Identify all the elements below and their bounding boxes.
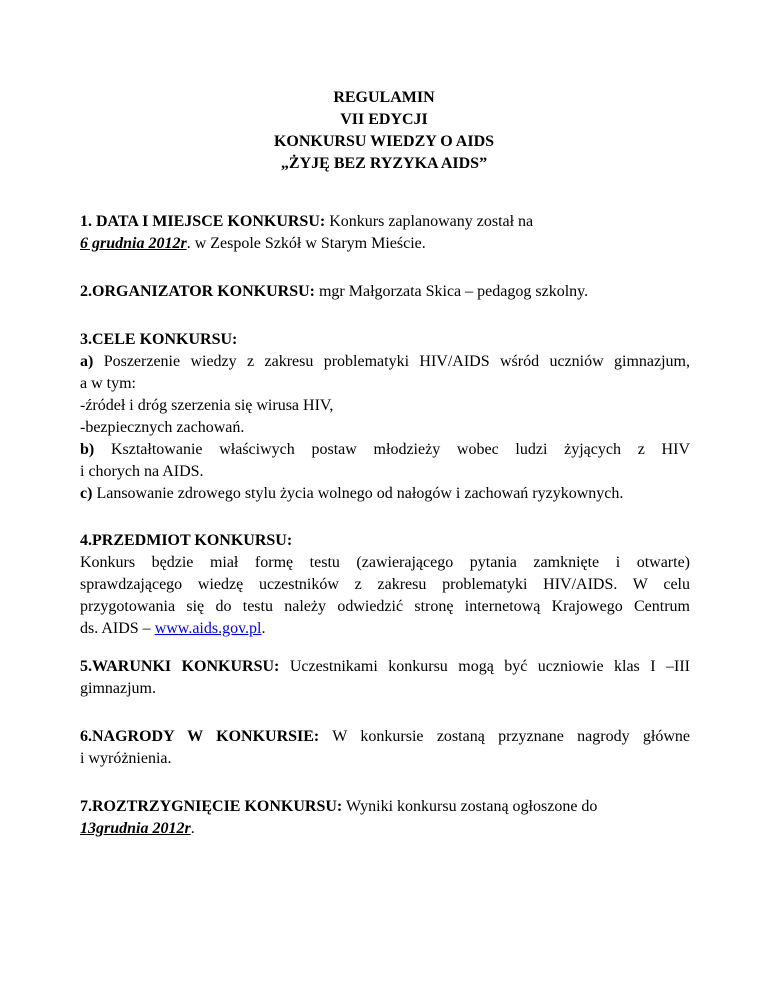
section-7-end: . [190, 820, 195, 837]
section-6-text: W konkursie zostaną przyznane nagrody główne [319, 728, 690, 745]
title-line-4: „ŻYJĘ BEZ RYZYKA AIDS” [280, 155, 488, 172]
goal-b-label: b) [80, 441, 95, 458]
document-title [0, 87, 768, 175]
section-organizer [80, 281, 690, 303]
goal-a-continuation: a w tym: [80, 375, 136, 392]
aids-website-link[interactable]: www.aids.gov.pl [154, 620, 262, 637]
section-conditions [80, 656, 690, 700]
section-5-heading: 5.WARUNKI KONKURSU: [80, 658, 280, 675]
section-6-heading: 6.NAGRODY W KONKURSIE: [80, 728, 320, 745]
section-1-place: . w Zespole Szkół w Starym Mieście. [186, 235, 426, 252]
goal-a-item-1: -źródeł i dróg szerzenia się wirusa HIV, [80, 397, 334, 414]
section-date-place [80, 211, 690, 255]
section-2-heading: 2.ORGANIZATOR KONKURSU: [80, 283, 315, 300]
section-5-text: Uczestnikami konkursu mogą być uczniowie klas I –III [279, 658, 690, 675]
section-7-heading: 7.ROZTRZYGNIĘCIE KONKURSU: [80, 798, 343, 815]
title-line-1: REGULAMIN [333, 89, 435, 106]
goal-c-label: c) [80, 485, 93, 502]
subject-line-1: Konkurs będzie miał formę testu (zawierającego pytania zamknięte i otwarte) [80, 554, 690, 571]
section-2-text: mgr Małgorzata Skica – pedagog szkolny. [314, 283, 589, 300]
goal-b-continuation: i chorych na AIDS. [80, 463, 204, 480]
section-7-text: Wyniki konkursu zostaną ogłoszone do [342, 798, 598, 815]
section-goals [80, 329, 690, 505]
subject-line-2: sprawdzającego wiedzę uczestników z zakresu problematyki HIV/AIDS. W celu [80, 576, 690, 593]
subject-line-3: przygotowania się do testu należy odwiedzić stronę internetową Krajowego Centrum [80, 598, 690, 615]
goal-a-text: Poszerzenie wiedzy z zakresu problematyki HIV/AIDS wśród uczniów gimnazjum, [93, 353, 690, 370]
goal-c-text: Lansowanie zdrowego stylu życia wolnego od nałogów i zachowań ryzykownych. [92, 485, 624, 502]
section-3-heading: 3.CELE KONKURSU: [80, 331, 238, 348]
goal-a-item-2: -bezpiecznych zachowań. [80, 419, 245, 436]
title-line-2: VII EDYCJI [340, 111, 428, 128]
section-4-heading: 4.PRZEDMIOT KONKURSU: [80, 532, 293, 549]
section-6-continuation: i wyróżnienia. [80, 750, 172, 767]
subject-line-4: ds. AIDS – [80, 620, 155, 637]
goal-a-label: a) [80, 353, 94, 370]
title-line-3: KONKURSU WIEDZY O AIDS [273, 133, 495, 150]
section-7-date: 13grudnia 2012r [80, 820, 191, 837]
subject-line-4-end: . [261, 620, 266, 637]
goal-b-text: Kształtowanie właściwych postaw młodzieży wobec ludzi żyjących z HIV [94, 441, 690, 458]
section-results [80, 796, 690, 840]
section-1-text: Konkurs zaplanowany został na [325, 213, 534, 230]
section-prizes [80, 726, 690, 770]
section-1-date: 6 grudnia 2012r [80, 235, 187, 252]
section-5-continuation: gimnazjum. [80, 680, 156, 697]
section-subject [80, 530, 690, 640]
section-1-heading: 1. DATA I MIEJSCE KONKURSU: [80, 213, 326, 230]
